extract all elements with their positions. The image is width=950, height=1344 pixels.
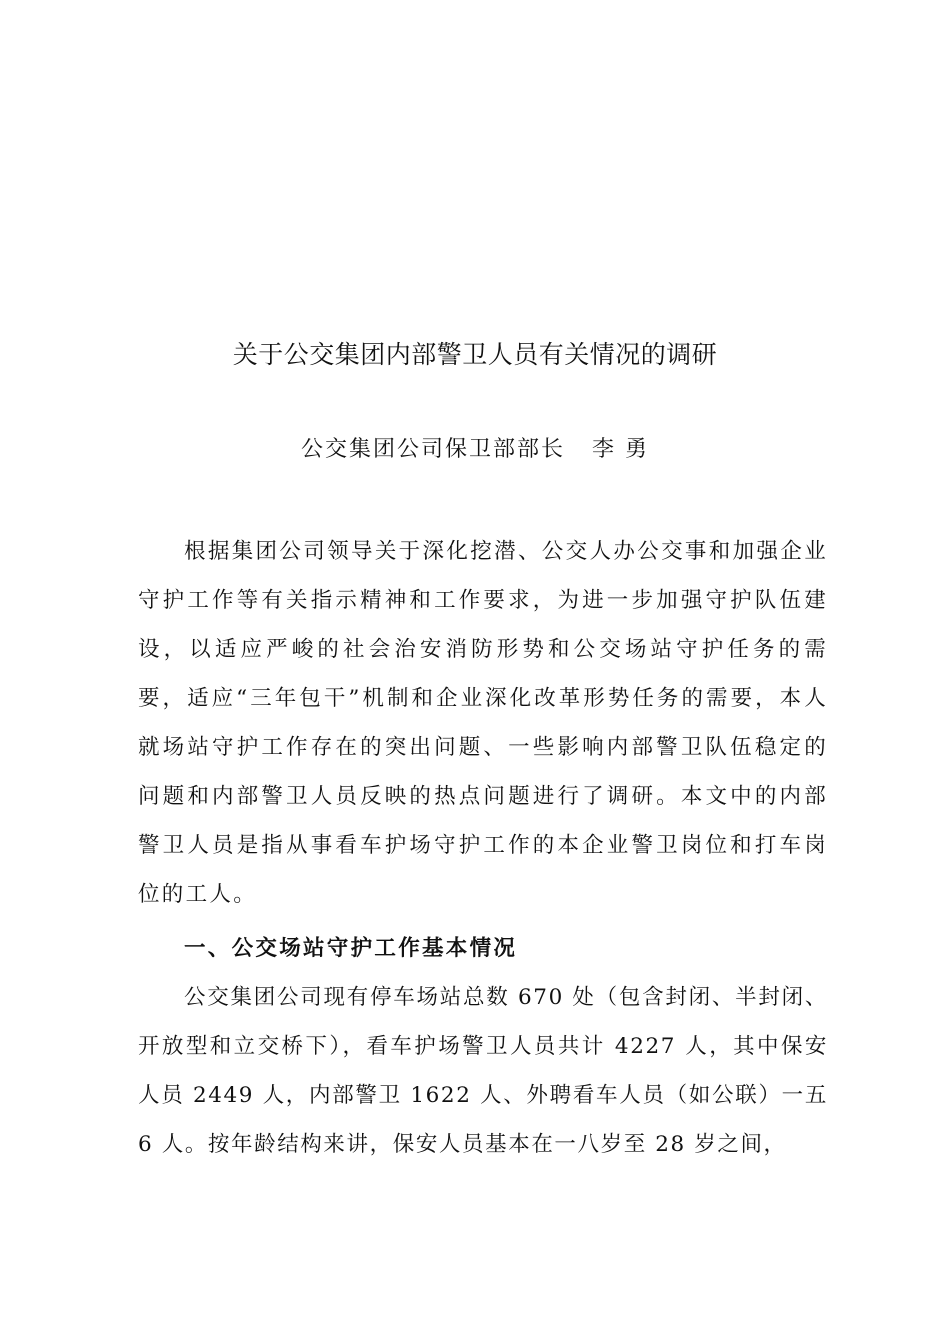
author-byline: 公交集团公司保卫部部长 李 勇 xyxy=(301,437,649,462)
intro-paragraph: 根据集团公司领导关于深化挖潜、公交人办公交事和加强企业守护工作等有关指示精神和工作要求，为进一步加强守护队伍建设，以适应严峻的社会治安消防形势和公交场站守护任务的需要，适应“三年包干”机制和企业深化改革形势任务的需要，本人就场站守护工作存在的突出问题、一些影响内部警卫队伍稳定的问题和内部警卫人员反映的热点问题进行了调研。本文中的内部警卫人员是指从事看车护场守护工作的本企业警卫岗位和打车岗位的工人。 xyxy=(138,539,828,907)
section-paragraph: 公交集团公司现有停车场站总数 670 处（包含封闭、半封闭、开放型和立交桥下），看车护场警卫人员共计 4227 人，其中保安人员 2449 人，内部警卫 1622 人、外聘看车人员（如公联）一五 6 人。按年龄结构来讲，保安人员基本在一八岁至 28 岁之间， xyxy=(138,985,828,1157)
section-heading: 一、公交场站守护工作基本情况 xyxy=(184,936,518,961)
document-title: 关于公交集团内部警卫人员有关情况的调研 xyxy=(232,340,718,369)
